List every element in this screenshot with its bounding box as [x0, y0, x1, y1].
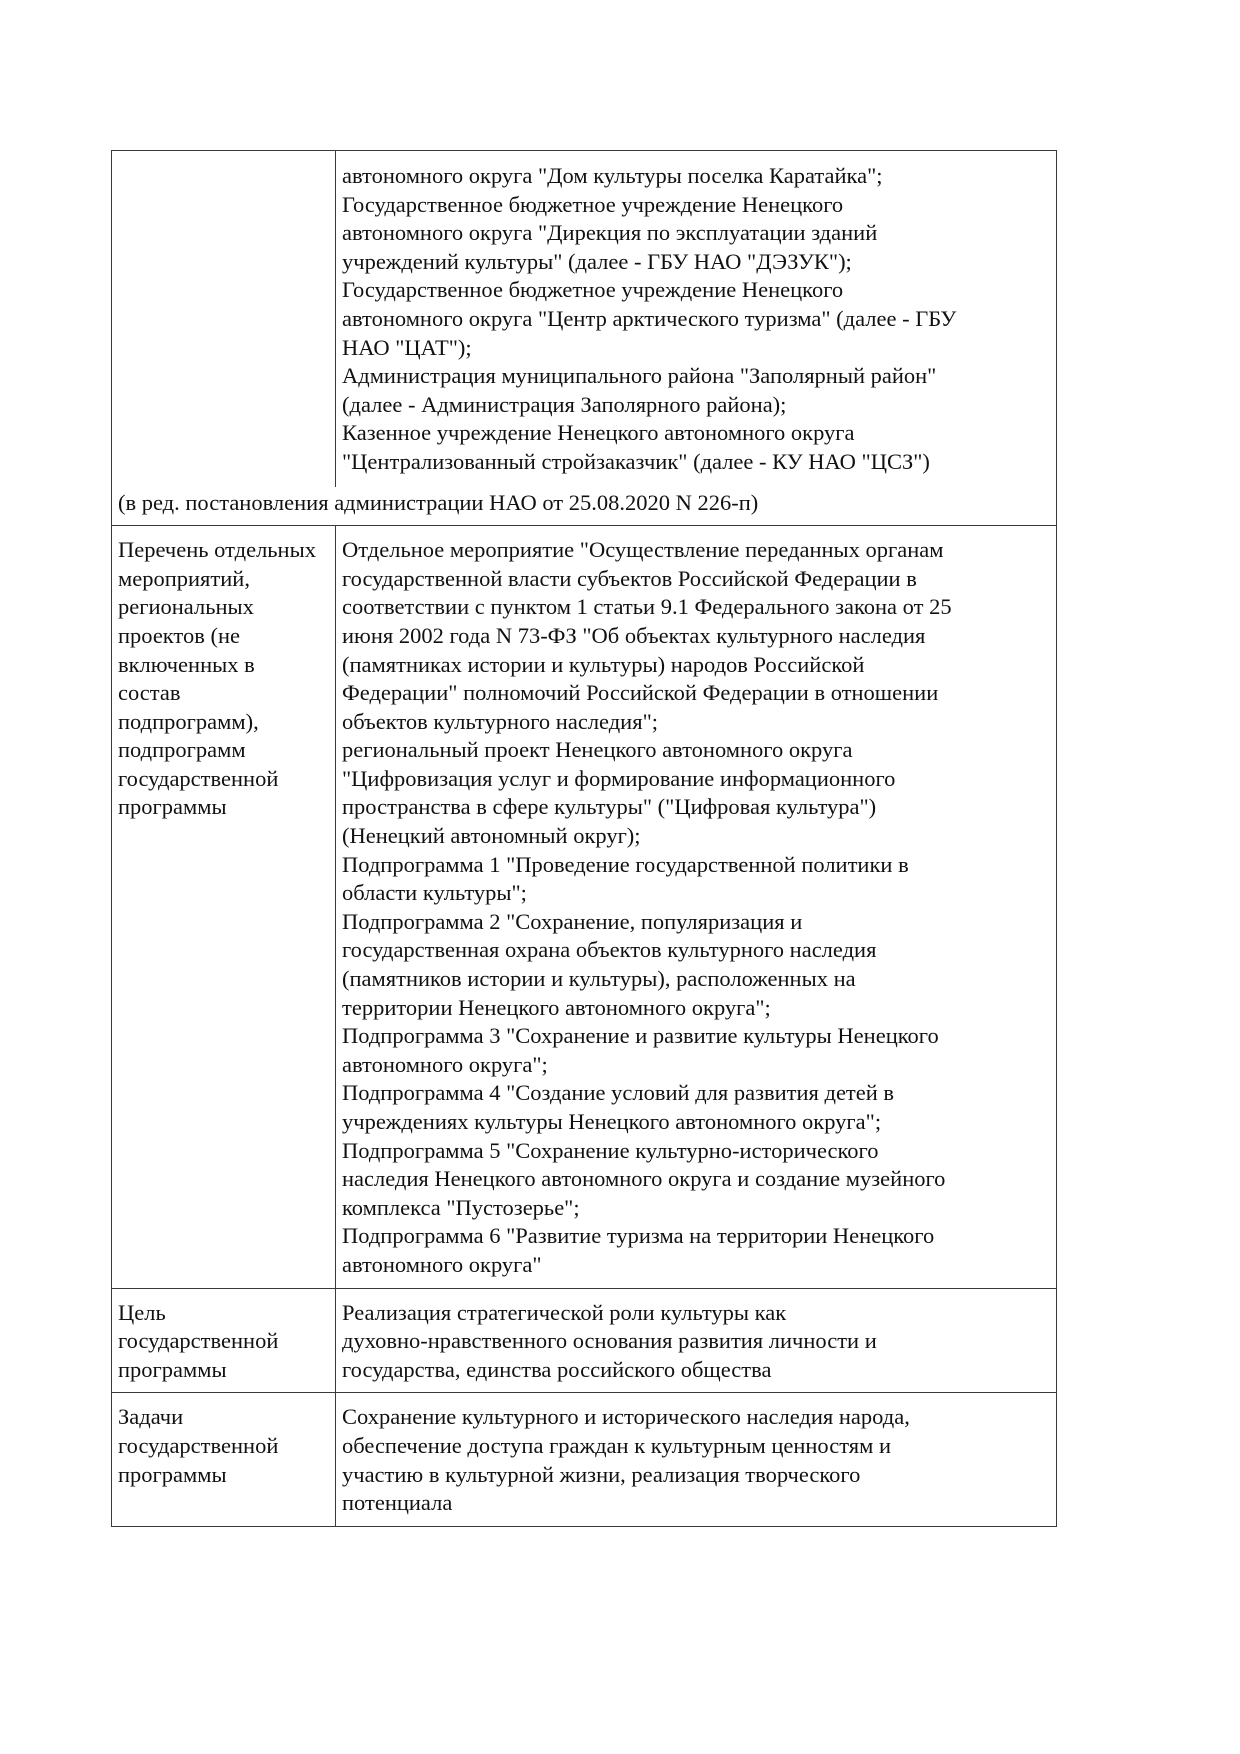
label-line: государственной	[118, 1328, 279, 1354]
content-cell-participants	[336, 151, 1057, 487]
label-line: Задачи	[118, 1404, 184, 1430]
text-line: духовно-нравственного основания развития личности и	[342, 1328, 877, 1354]
label-line: Перечень отдельных	[118, 537, 316, 563]
label-line: программы	[118, 794, 227, 820]
text-line: Отдельное мероприятие "Осуществление переданных органам	[342, 537, 944, 563]
text-line: автономного округа "Центр арктического туризма" (далее - ГБУ	[342, 305, 957, 331]
text-line: Сохранение культурного и исторического наследия народа,	[342, 1404, 910, 1430]
text-line: Подпрограмма 3 "Сохранение и развитие культуры Ненецкого	[342, 1023, 939, 1049]
text-line: (памятниках истории и культуры) народов Российской	[342, 651, 865, 677]
text-line: автономного округа"	[342, 1251, 542, 1277]
label-line: включенных в	[118, 651, 255, 677]
content-cell-goal	[336, 1288, 1057, 1393]
text-line: (памятников истории и культуры), расположенных на	[342, 966, 856, 992]
text-line: пространства в сфере культуры" ("Цифровая культура")	[342, 794, 877, 820]
program-passport-table	[111, 150, 1057, 1527]
text-line: Администрация муниципального района "Заполярный район"	[342, 363, 937, 389]
label-line: государственной	[118, 765, 279, 791]
text-line: Подпрограмма 2 "Сохранение, популяризация и	[342, 908, 803, 934]
text-line: области культуры";	[342, 880, 527, 906]
text-line: государственной власти субъектов Российской Федерации в	[342, 565, 917, 591]
text-line: Реализация стратегической роли культуры как	[342, 1299, 787, 1325]
text-line: объектов культурного наследия";	[342, 708, 659, 734]
label-cell-tasks	[112, 1393, 336, 1526]
amendment-note: (в ред. постановления администрации НАО от 25.08.2020 N 226-п)	[118, 489, 759, 515]
text-line: территории Ненецкого автономного округа";	[342, 994, 771, 1020]
text-line: "Цифровизация услуг и формирование информационного	[342, 765, 896, 791]
text-line: июня 2002 года N 73-ФЗ "Об объектах культурного наследия	[342, 622, 926, 648]
text-line: автономного округа";	[342, 1051, 548, 1077]
text-line: государственная охрана объектов культурного наследия	[342, 937, 877, 963]
label-cell-subprograms	[112, 526, 336, 1288]
table-row-goal	[112, 1288, 1057, 1393]
text-line: наследия Ненецкого автономного округа и создание музейного	[342, 1166, 946, 1192]
label-line: проектов (не	[118, 622, 240, 648]
table-row-amendment-note	[112, 487, 1057, 526]
text-line: автономного округа "Дирекция по эксплуатации зданий	[342, 220, 878, 246]
table-row-tasks	[112, 1393, 1057, 1526]
text-line: (Ненецкий автономный округ);	[342, 823, 641, 849]
label-line: региональных	[118, 594, 254, 620]
text-line: комплекса "Пустозерье";	[342, 1194, 580, 1220]
text-line: "Централизованный стройзаказчик" (далее - КУ НАО "ЦСЗ")	[342, 448, 930, 474]
amendment-note-cell	[112, 487, 1057, 526]
text-line: Подпрограмма 4 "Создание условий для развития детей в	[342, 1080, 895, 1106]
text-line: Подпрограмма 6 "Развитие туризма на территории Ненецкого	[342, 1223, 935, 1249]
text-line: обеспечение доступа граждан к культурным ценностям и	[342, 1432, 892, 1458]
content-cell-subprograms	[336, 526, 1057, 1288]
label-line: мероприятий,	[118, 565, 250, 591]
label-cell-goal	[112, 1288, 336, 1393]
label-line: подпрограмм	[118, 737, 246, 763]
text-line: Подпрограмма 1 "Проведение государственной политики в	[342, 851, 909, 877]
text-line: Государственное бюджетное учреждение Ненецкого	[342, 191, 844, 217]
text-line: Федерации" полномочий Российской Федерации в отношении	[342, 680, 939, 706]
table-row-subprograms	[112, 526, 1057, 1288]
table-row-participants-continued	[112, 151, 1057, 487]
content-cell-tasks	[336, 1393, 1057, 1526]
label-line: программы	[118, 1461, 227, 1487]
label-line: Цель	[118, 1299, 166, 1325]
text-line: участию в культурной жизни, реализация творческого	[342, 1461, 861, 1487]
text-line: учреждениях культуры Ненецкого автономного округа";	[342, 1109, 882, 1134]
text-line: автономного округа "Дом культуры поселка Каратайка";	[342, 163, 883, 188]
label-line: подпрограмм),	[118, 708, 259, 734]
text-line: Подпрограмма 5 "Сохранение культурно-исторического	[342, 1137, 879, 1163]
text-line: (далее - Администрация Заполярного района);	[342, 391, 787, 417]
label-line: государственной	[118, 1432, 279, 1458]
label-cell-empty	[112, 151, 336, 487]
label-line: программы	[118, 1356, 227, 1382]
label-line: состав	[118, 680, 181, 706]
text-line: соответствии с пунктом 1 статьи 9.1 Федерального закона от 25	[342, 594, 952, 620]
text-line: региональный проект Ненецкого автономного округа	[342, 737, 853, 763]
text-line: государства, единства российского общества	[342, 1356, 772, 1382]
text-line: Казенное учреждение Ненецкого автономного округа	[342, 420, 855, 446]
text-line: учреждений культуры" (далее - ГБУ НАО "ДЭЗУК");	[342, 248, 852, 274]
text-line: НАО "ЦАТ");	[342, 334, 472, 360]
text-line: потенциала	[342, 1490, 453, 1516]
text-line: Государственное бюджетное учреждение Ненецкого	[342, 277, 844, 303]
